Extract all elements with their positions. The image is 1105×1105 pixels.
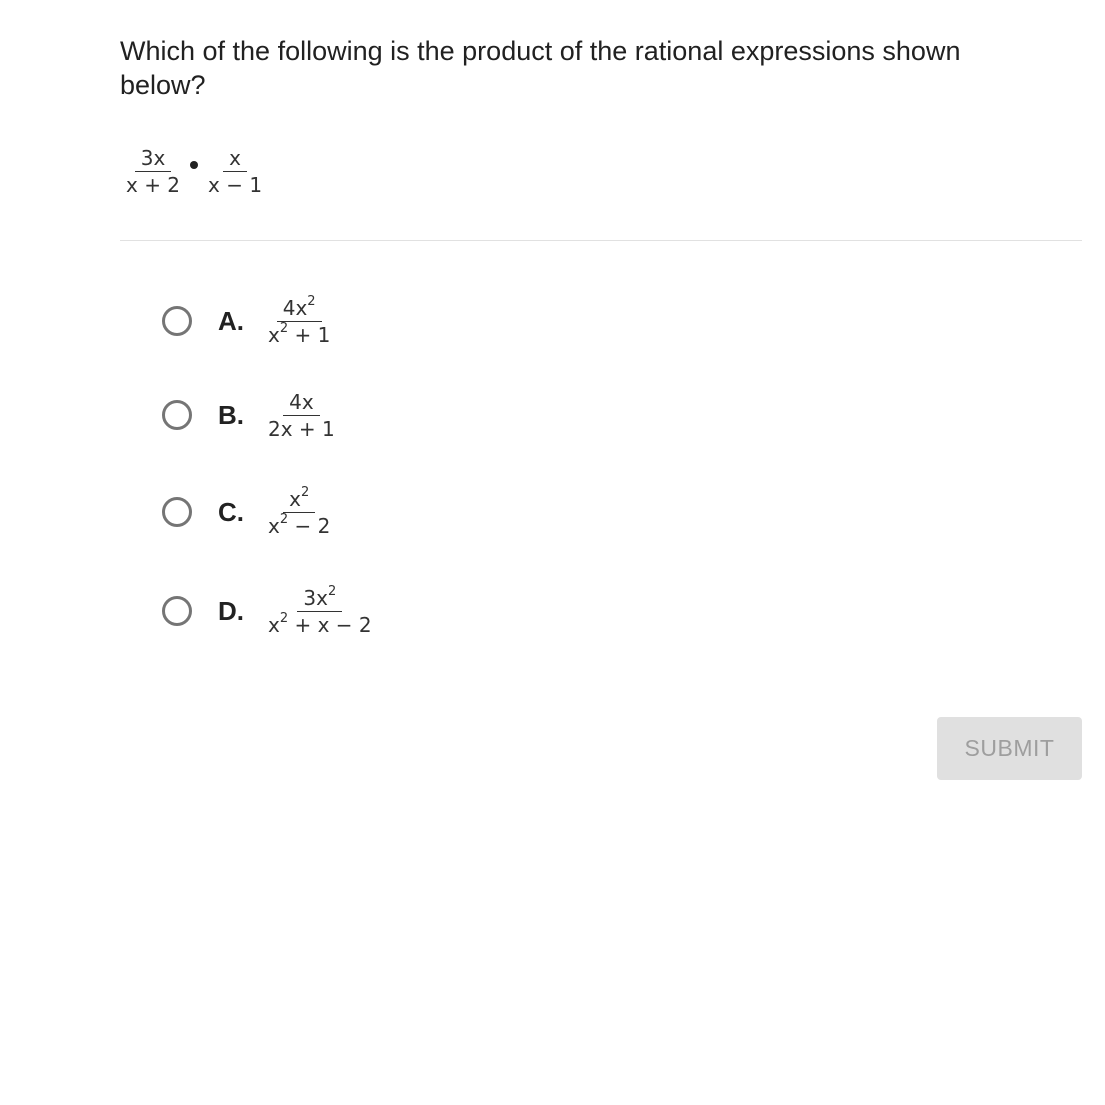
answer-option-c[interactable] <box>162 480 336 544</box>
option-numerator: $3x^2$ <box>297 586 342 612</box>
answer-option-d[interactable] <box>162 579 378 643</box>
left-fraction <box>120 146 186 197</box>
option-numerator: $x^2$ <box>283 487 315 513</box>
option-numerator: $4x^2$ <box>277 296 322 322</box>
radio-button-c[interactable] <box>162 497 192 527</box>
option-denominator: 2x + 1 <box>268 416 335 441</box>
answer-option-a[interactable] <box>162 289 336 353</box>
multiplication-dot-icon <box>190 161 198 169</box>
option-letter: D. <box>218 595 244 626</box>
option-letter: C. <box>218 496 244 527</box>
question-text: Which of the following is the product of the rational expressions shown below? <box>120 36 961 100</box>
radio-button-d[interactable] <box>162 596 192 626</box>
option-fraction <box>262 583 378 637</box>
option-fraction <box>262 390 341 441</box>
option-letter: A. <box>218 305 244 336</box>
radio-button-a[interactable] <box>162 306 192 336</box>
right-fraction <box>202 146 268 197</box>
left-denominator: x + 2 <box>126 172 181 197</box>
submit-button[interactable]: SUBMIT <box>937 717 1082 780</box>
option-letter: B. <box>218 399 244 430</box>
right-numerator: x <box>223 146 247 172</box>
left-numerator: 3x <box>135 146 172 172</box>
answer-option-b[interactable] <box>162 383 341 447</box>
radio-button-b[interactable] <box>162 400 192 430</box>
option-fraction <box>262 293 336 347</box>
option-numerator: 4x <box>283 390 320 416</box>
rational-expression-product <box>120 140 268 202</box>
option-denominator: $x^2 + x - 2$ <box>268 610 372 637</box>
option-fraction <box>262 484 336 538</box>
right-denominator: x − 1 <box>208 172 263 197</box>
option-denominator: $x^2 + 1$ <box>268 320 331 347</box>
option-denominator: $x^2 - 2$ <box>268 511 331 538</box>
section-divider <box>120 240 1082 241</box>
